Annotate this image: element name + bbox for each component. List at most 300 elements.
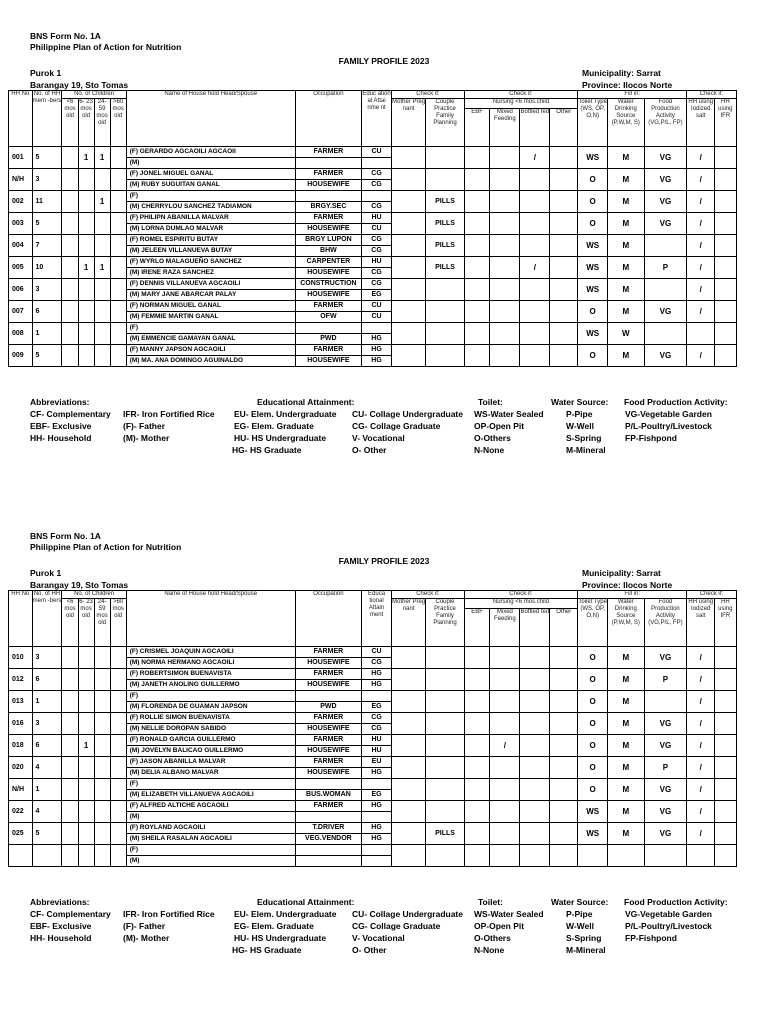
abbr-item: (F)- Father — [123, 421, 166, 431]
edu-item: EU- Elem. Undergraduate — [234, 909, 337, 919]
family-profile-table — [8, 90, 758, 367]
children-6-23 — [78, 191, 94, 213]
abbr-item: (F)- Father — [123, 921, 166, 931]
food-title: Food Production Activity: — [624, 897, 728, 907]
form-number: BNS Form No. 1A — [30, 31, 101, 41]
other-check — [550, 823, 578, 845]
table-row — [9, 323, 758, 334]
hh-number: 001 — [9, 147, 33, 169]
children-24-59 — [94, 323, 110, 345]
toilet-item: N-None — [474, 445, 505, 455]
children-6-23: 1 — [78, 257, 94, 279]
children-6-23 — [78, 323, 94, 345]
barangay: Barangay 19, Sto Tomas — [30, 80, 129, 90]
mother-pregnant — [392, 323, 426, 345]
iodized-salt-check: / — [687, 757, 715, 779]
col-no-children: No. of Children — [62, 591, 126, 599]
mother-education: EG — [362, 702, 392, 713]
hh-members: 1 — [32, 779, 62, 801]
hh-number: 004 — [9, 235, 33, 257]
father-education: CG — [362, 235, 392, 246]
edu-item: CU- Collage Undergraduate — [352, 409, 463, 419]
father-name: (F) — [126, 323, 295, 334]
father-occupation: CARPENTER — [295, 257, 361, 268]
hh-number: 020 — [9, 757, 33, 779]
food-item: FP-Fishpond — [625, 933, 677, 943]
other-check — [550, 213, 578, 235]
hh-members: 10 — [32, 257, 62, 279]
ebf-check — [464, 691, 490, 713]
food-production: VG — [644, 801, 687, 823]
toilet-item: WS-Water Sealed — [474, 409, 544, 419]
province: Province: Ilocos Norte — [582, 80, 673, 90]
mother-pregnant — [392, 301, 426, 323]
children-6-23 — [78, 213, 94, 235]
father-occupation — [295, 323, 361, 334]
other-check — [550, 713, 578, 735]
toilet-type: O — [578, 213, 608, 235]
iodized-salt-check: / — [687, 169, 715, 191]
food-production: VG — [644, 713, 687, 735]
mother-occupation: HOUSEWIFE — [295, 180, 361, 191]
other-check — [550, 801, 578, 823]
table-row — [9, 301, 758, 312]
iodized-salt-check: / — [687, 691, 715, 713]
children-24-59 — [94, 213, 110, 235]
col-age-6-23: 6- 23 mos old — [78, 99, 94, 147]
water-item: S-Spring — [566, 433, 602, 443]
water-source: M — [608, 757, 644, 779]
ifr-check — [715, 279, 736, 301]
mother-occupation: PWD — [295, 702, 361, 713]
ebf-check — [464, 323, 490, 345]
children-gt60 — [110, 279, 126, 301]
children-6-23 — [78, 757, 94, 779]
col-iodized: HH using Iodized salt — [687, 599, 715, 647]
mother-pregnant — [392, 801, 426, 823]
bottled-check — [520, 323, 550, 345]
children-gt60 — [110, 735, 126, 757]
mother-name: (M) — [126, 812, 295, 823]
toilet-type: WS — [578, 801, 608, 823]
bottled-check — [520, 235, 550, 257]
abbr-title: Abbreviations: — [30, 397, 90, 407]
father-education — [362, 323, 392, 334]
mixed-feeding-check — [490, 323, 520, 345]
children-6-23 — [78, 279, 94, 301]
edu-item: V- Vocational — [352, 933, 405, 943]
bottled-check — [520, 801, 550, 823]
hh-members: 11 — [32, 191, 62, 213]
edu-item: EG- Elem. Graduate — [234, 421, 314, 431]
hh-number: 009 — [9, 345, 33, 367]
food-list — [625, 908, 712, 944]
children-24-59 — [94, 823, 110, 845]
ifr-check — [715, 169, 736, 191]
mother-education: CG — [362, 180, 392, 191]
bottled-check — [520, 735, 550, 757]
bottled-check — [520, 757, 550, 779]
water-source — [608, 845, 644, 867]
food-production — [644, 235, 687, 257]
ebf-check — [464, 301, 490, 323]
children-24-59 — [94, 713, 110, 735]
other-check — [550, 257, 578, 279]
hh-members: 4 — [32, 757, 62, 779]
edu-title: Educational Attainment: — [257, 397, 355, 407]
iodized-salt-check — [687, 323, 715, 345]
family-planning — [426, 801, 465, 823]
edu-item: CG- Collage Graduate — [352, 921, 441, 931]
iodized-salt-check: / — [687, 713, 715, 735]
ifr-check — [715, 669, 736, 691]
father-name: (F) PHILIPN ABANILLA MALVAR — [126, 213, 295, 224]
children-gt60 — [110, 823, 126, 845]
col-other: Other — [550, 609, 578, 647]
hh-members: 3 — [32, 169, 62, 191]
mixed-feeding-check — [490, 647, 520, 669]
toilet-item: N-None — [474, 945, 505, 955]
toilet-type: O — [578, 691, 608, 713]
other-check — [550, 845, 578, 867]
children-6-23 — [78, 713, 94, 735]
bottled-check — [520, 279, 550, 301]
col-hh-no: HH No — [9, 591, 33, 647]
table-row — [9, 345, 758, 356]
iodized-salt-check: / — [687, 801, 715, 823]
ebf-check — [464, 213, 490, 235]
iodized-salt-check: / — [687, 779, 715, 801]
mixed-feeding-check: / — [490, 735, 520, 757]
edu-item: HG- HS Graduate — [232, 945, 302, 955]
ifr-check — [715, 713, 736, 735]
ifr-check — [715, 257, 736, 279]
father-name: (F) GERARDO AGCAOILI AGCAOII — [126, 147, 295, 158]
table-row — [9, 147, 758, 158]
location-left — [30, 67, 128, 91]
col-nursing: Nursing <6 mos.child — [464, 99, 577, 109]
mother-occupation: OFW — [295, 312, 361, 323]
hh-number: 006 — [9, 279, 33, 301]
toilet-list — [474, 408, 544, 456]
children-lt6 — [62, 845, 78, 867]
father-name: (F) ROYLAND AGCAOILI — [126, 823, 295, 834]
col-ifr: HH using IFR — [715, 99, 736, 147]
col-fill-in: Fill in: — [578, 91, 687, 99]
ebf-check — [464, 257, 490, 279]
children-lt6 — [62, 169, 78, 191]
toilet-type: WS — [578, 823, 608, 845]
father-name: (F) — [126, 691, 295, 702]
children-24-59 — [94, 169, 110, 191]
children-gt60 — [110, 647, 126, 669]
edu-item: HU- HS Undergraduate — [234, 433, 327, 443]
hh-members: 6 — [32, 669, 62, 691]
food-production: VG — [644, 779, 687, 801]
ebf-check — [464, 735, 490, 757]
other-check — [550, 669, 578, 691]
father-name: (F) ROBERTSIMON BUENAVISTA — [126, 669, 295, 680]
mother-education: HG — [362, 834, 392, 845]
father-name: (F) — [126, 845, 295, 856]
water-item: W-Well — [566, 921, 595, 931]
form-header — [30, 31, 181, 53]
food-production: VG — [644, 147, 687, 169]
mixed-feeding-check — [490, 779, 520, 801]
food-production: P — [644, 257, 687, 279]
food-item: P/L-Poultry/Livestock — [625, 921, 712, 931]
col-couple-fp: Couple Practice Family Planning — [426, 599, 465, 647]
food-list — [625, 408, 712, 444]
abbr-item: EBF- Exclusive — [30, 421, 92, 431]
page-title: FAMILY PROFILE 2023 — [338, 556, 430, 566]
ifr-check — [715, 823, 736, 845]
iodized-salt-check: / — [687, 669, 715, 691]
col-check-if-1: Check if: — [392, 91, 465, 99]
children-lt6 — [62, 779, 78, 801]
father-education: EU — [362, 757, 392, 768]
food-production: VG — [644, 169, 687, 191]
hh-number: 012 — [9, 669, 33, 691]
col-bottled: Bottled fed — [520, 109, 550, 147]
children-6-23 — [78, 669, 94, 691]
children-gt60 — [110, 147, 126, 169]
father-education: CG — [362, 279, 392, 290]
children-lt6 — [62, 191, 78, 213]
toilet-item: OP-Open Pit — [474, 421, 525, 431]
mother-pregnant — [392, 191, 426, 213]
col-check-if-3: Check if: — [687, 91, 736, 99]
abbr-list-1 — [30, 408, 111, 444]
children-lt6 — [62, 757, 78, 779]
mother-pregnant — [392, 757, 426, 779]
col-bottled: Bottled fed — [520, 609, 550, 647]
col-age-lt6: <6 mos old — [62, 599, 78, 647]
col-toilet: Toilet Type (WS, OP, O,N) — [578, 99, 608, 147]
father-occupation: FARMER — [295, 713, 361, 724]
father-education: CU — [362, 647, 392, 658]
col-ebf: EBF — [464, 609, 490, 647]
location-right — [582, 67, 672, 91]
mother-education: HG — [362, 334, 392, 345]
water-source: M — [608, 301, 644, 323]
col-age-6-23: 6- 23 mos old — [78, 599, 94, 647]
children-lt6 — [62, 345, 78, 367]
mother-name: (M) — [126, 856, 295, 867]
family-planning: PILLS — [426, 235, 465, 257]
mother-occupation: HOUSEWIFE — [295, 768, 361, 779]
mother-occupation: HOUSEWIFE — [295, 658, 361, 669]
edu-item: HU- HS Undergraduate — [234, 933, 327, 943]
mother-education: CG — [362, 202, 392, 213]
hh-number: 007 — [9, 301, 33, 323]
hh-number: 018 — [9, 735, 33, 757]
hh-number: 005 — [9, 257, 33, 279]
father-name: (F) WYRLO MALAGUEÑO SANCHEZ — [126, 257, 295, 268]
col-fill-in: Fill in: — [578, 591, 687, 599]
hh-number: N/H — [9, 779, 33, 801]
table-row — [9, 213, 758, 224]
father-education — [362, 845, 392, 856]
iodized-salt-check: / — [687, 235, 715, 257]
children-24-59: 1 — [94, 147, 110, 169]
toilet-title: Toilet: — [478, 397, 503, 407]
father-education: HG — [362, 823, 392, 834]
hh-members: 6 — [32, 301, 62, 323]
children-lt6 — [62, 301, 78, 323]
father-education: CU — [362, 301, 392, 312]
mother-education: CG — [362, 268, 392, 279]
ebf-check — [464, 823, 490, 845]
ebf-check — [464, 191, 490, 213]
mother-name: (M) CHERRYLOU SANCHEZ TADIAMON — [126, 202, 295, 213]
other-check — [550, 647, 578, 669]
toilet-type: WS — [578, 257, 608, 279]
father-occupation: CONSTRUCTION — [295, 279, 361, 290]
children-6-23 — [78, 779, 94, 801]
mother-name: (M) LORNA DUMLAO MALVAR — [126, 224, 295, 235]
father-education — [362, 191, 392, 202]
toilet-list — [474, 908, 544, 956]
mixed-feeding-check — [490, 845, 520, 867]
program-name: Philippine Plan of Action for Nutrition — [30, 42, 182, 52]
barangay: Barangay 19, Sto Tomas — [30, 580, 129, 590]
bottled-check — [520, 845, 550, 867]
hh-number: 003 — [9, 213, 33, 235]
mother-occupation — [295, 158, 361, 169]
father-education — [362, 691, 392, 702]
bottled-check — [520, 647, 550, 669]
toilet-type: O — [578, 713, 608, 735]
mixed-feeding-check — [490, 301, 520, 323]
father-occupation: FARMER — [295, 735, 361, 746]
water-source: M — [608, 801, 644, 823]
mother-pregnant — [392, 213, 426, 235]
edu-item: V- Vocational — [352, 433, 405, 443]
ifr-check — [715, 323, 736, 345]
water-list — [566, 908, 606, 956]
form-header — [30, 531, 181, 553]
hh-members: 3 — [32, 713, 62, 735]
table-row — [9, 801, 758, 812]
children-lt6 — [62, 257, 78, 279]
children-gt60 — [110, 191, 126, 213]
table-row — [9, 669, 758, 680]
edu-item: HG- HS Graduate — [232, 445, 302, 455]
family-planning: PILLS — [426, 213, 465, 235]
hh-members: 3 — [32, 647, 62, 669]
mother-pregnant — [392, 669, 426, 691]
children-gt60 — [110, 345, 126, 367]
children-24-59 — [94, 235, 110, 257]
children-gt60 — [110, 257, 126, 279]
family-profile-table — [8, 590, 758, 867]
bottled-check — [520, 691, 550, 713]
children-gt60 — [110, 169, 126, 191]
mother-occupation: HOUSEWIFE — [295, 356, 361, 367]
mother-education: CG — [362, 658, 392, 669]
toilet-type: O — [578, 191, 608, 213]
father-occupation: BRGY LUPON — [295, 235, 361, 246]
food-item: VG-Vegetable Garden — [625, 409, 712, 419]
ebf-check — [464, 235, 490, 257]
mother-occupation: HOUSEWIFE — [295, 268, 361, 279]
other-check — [550, 169, 578, 191]
mother-pregnant — [392, 713, 426, 735]
mixed-feeding-check — [490, 235, 520, 257]
mother-pregnant — [392, 279, 426, 301]
mother-name: (M) JELEEN VILLANUEVA BUTAY — [126, 246, 295, 257]
mother-occupation — [295, 812, 361, 823]
abbr-item: (M)- Mother — [123, 433, 170, 443]
children-lt6 — [62, 713, 78, 735]
father-education: CG — [362, 713, 392, 724]
water-source: M — [608, 691, 644, 713]
col-water: Water Drinking Source (P,W,M, S) — [608, 99, 644, 147]
ifr-check — [715, 235, 736, 257]
col-iodized: HH using Iodized salt — [687, 99, 715, 147]
water-list — [566, 408, 606, 456]
page-title: FAMILY PROFILE 2023 — [338, 56, 430, 66]
iodized-salt-check: / — [687, 735, 715, 757]
children-gt60 — [110, 845, 126, 867]
children-6-23 — [78, 235, 94, 257]
mother-pregnant — [392, 735, 426, 757]
mixed-feeding-check — [490, 169, 520, 191]
family-planning — [426, 345, 465, 367]
father-education: CU — [362, 147, 392, 158]
father-occupation: FARMER — [295, 147, 361, 158]
father-name: (F) NORMAN MIGUEL GANAL — [126, 301, 295, 312]
abbr-list-2 — [123, 908, 215, 944]
children-lt6 — [62, 823, 78, 845]
children-24-59: 1 — [94, 257, 110, 279]
father-name: (F) RONALD GARCIA GUILLERMO — [126, 735, 295, 746]
family-planning — [426, 713, 465, 735]
food-item: P/L-Poultry/Livestock — [625, 421, 712, 431]
col-mother-pregnant: Mother Preg nant — [392, 599, 426, 647]
hh-number: 010 — [9, 647, 33, 669]
food-production: VG — [644, 823, 687, 845]
mother-name: (M) FEMMIE MARTIN GANAL — [126, 312, 295, 323]
hh-number: 013 — [9, 691, 33, 713]
mother-education: HU — [362, 746, 392, 757]
mother-pregnant — [392, 169, 426, 191]
father-occupation: FARMER — [295, 801, 361, 812]
abbr-list-1 — [30, 908, 111, 944]
bottled-check — [520, 669, 550, 691]
children-lt6 — [62, 691, 78, 713]
col-nursing: Nursing <6 mos.child — [464, 599, 577, 609]
children-lt6 — [62, 279, 78, 301]
col-occupation: Occupation — [295, 91, 361, 147]
toilet-type: O — [578, 757, 608, 779]
water-source: M — [608, 823, 644, 845]
toilet-type: O — [578, 345, 608, 367]
children-24-59 — [94, 845, 110, 867]
table-row — [9, 235, 758, 246]
mother-education: HG — [362, 768, 392, 779]
mother-name: (M) MARY JANE ABARCAR PALAY — [126, 290, 295, 301]
col-no-children: No. of Children — [62, 91, 126, 99]
food-title: Food Production Activity: — [624, 397, 728, 407]
table-row — [9, 757, 758, 768]
food-production: VG — [644, 647, 687, 669]
father-education: HG — [362, 801, 392, 812]
purok: Purok 1 — [30, 68, 62, 78]
family-planning: PILLS — [426, 191, 465, 213]
father-name: (F) MANNY JAPSON AGCAOILI — [126, 345, 295, 356]
